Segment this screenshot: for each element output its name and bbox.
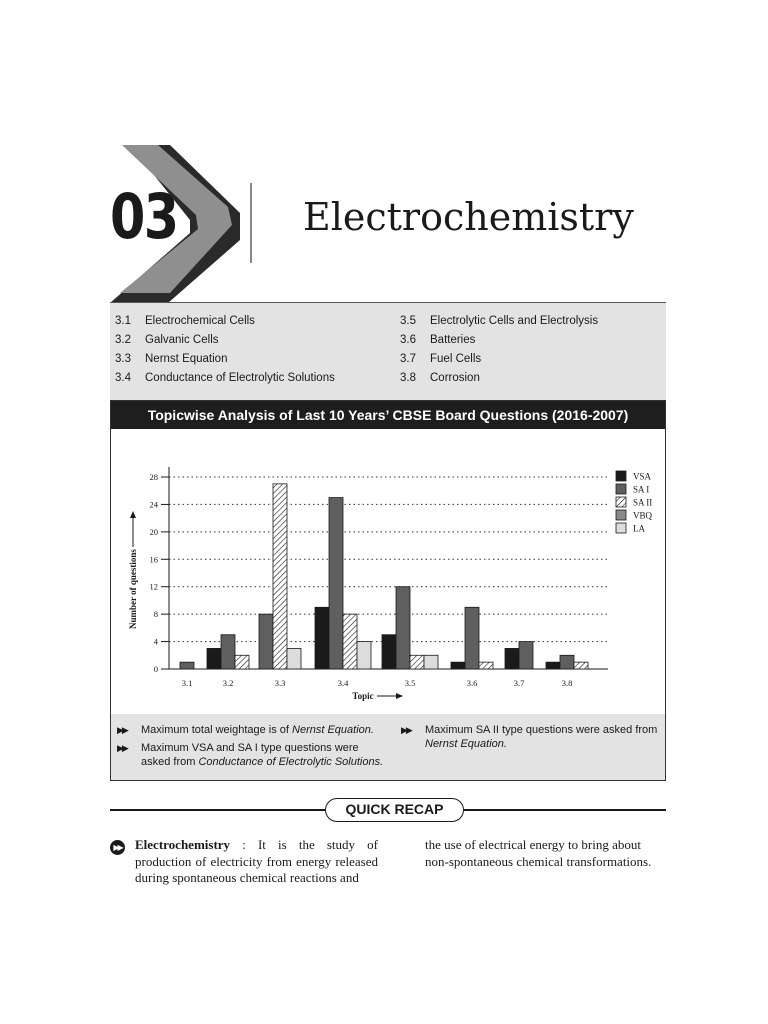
recap-paragraph-left: [135, 837, 378, 887]
topic-title: Batteries: [430, 334, 476, 346]
legend-swatch: [616, 471, 626, 481]
y-tick-label: 4: [153, 636, 158, 647]
chart-legend: [616, 471, 653, 534]
legend-label: LA: [633, 523, 645, 534]
chapter-title: Electrochemistry: [303, 195, 634, 239]
bar-vsa-3.8: [546, 662, 560, 669]
bar-sa-i-3.4: [329, 498, 343, 669]
x-tick-label: 3.2: [222, 678, 234, 688]
recap-rule-left: [110, 809, 325, 811]
recap-definition: : It is the study of production of electricity from energy released during spontaneous chemical reactions and: [135, 837, 378, 885]
topic-number: 3.3: [115, 353, 131, 365]
quick-recap-label: QUICK RECAP: [325, 798, 464, 822]
bar-sa-i-3.2: [221, 635, 235, 669]
bar-la-3.4: [357, 642, 371, 669]
bar-sa-i-3.7: [519, 642, 533, 669]
topic-title: Galvanic Cells: [145, 334, 219, 346]
legend-label: SA II: [633, 497, 653, 508]
topic-number: 3.8: [400, 372, 416, 384]
topic-number: 3.5: [400, 315, 416, 327]
bar-chart: [111, 429, 665, 714]
bar-vsa-3.5: [382, 635, 396, 669]
bar-sa-ii-3.2: [235, 655, 249, 669]
bar-la-3.5: [424, 655, 438, 669]
recap-rule-right: [464, 809, 666, 811]
chapter-number: 03: [110, 180, 178, 253]
x-tick-label: 3.1: [181, 678, 193, 688]
y-tick-label: 8: [153, 609, 158, 620]
bar-vsa-3.4: [315, 607, 329, 669]
double-arrow-icon: ▶▶: [401, 725, 411, 735]
y-tick-label: 0: [153, 664, 158, 674]
double-arrow-icon: ▶▶: [117, 743, 127, 753]
analysis-heading: Topicwise Analysis of Last 10 Years’ CBSE Board Questions (2016-2007): [111, 401, 665, 429]
topic-number: 3.7: [400, 353, 416, 365]
bar-sa-i-3.8: [560, 655, 574, 669]
recap-term: Electrochemistry: [135, 837, 231, 852]
note-text: Maximum total weightage is of: [141, 724, 293, 736]
x-axis-arrowhead: [396, 693, 403, 699]
chart-gridlines: [169, 477, 608, 642]
topic-number: 3.1: [115, 315, 131, 327]
topic-number: 3.6: [400, 334, 416, 346]
bar-sa-ii-3.4: [343, 614, 357, 669]
double-arrow-bullet-icon: ▶▶: [110, 840, 125, 855]
bar-sa-ii-3.3: [273, 484, 287, 669]
y-tick-label: 28: [149, 472, 158, 482]
bar-sa-i-3.3: [259, 614, 273, 669]
topic-title: Nernst Equation: [145, 353, 228, 365]
y-axis-label: Number of questions: [128, 549, 138, 629]
legend-label: SA I: [633, 484, 650, 495]
x-tick-label: 3.6: [466, 678, 478, 688]
note-emphasis: Nernst Equation.: [425, 738, 507, 750]
legend-swatch: [616, 523, 626, 533]
bar-sa-ii-3.6: [479, 662, 493, 669]
bar-sa-i-3.6: [465, 607, 479, 669]
legend-swatch: [616, 510, 626, 520]
legend-label: VBQ: [633, 510, 653, 521]
bar-la-3.3: [287, 648, 301, 669]
x-axis-label: Topic: [352, 691, 374, 701]
y-axis-arrowhead: [130, 511, 136, 518]
bar-sa-ii-3.5: [410, 655, 424, 669]
y-tick-label: 12: [149, 581, 158, 592]
x-tick-label: 3.5: [404, 678, 416, 688]
y-tick-label: 20: [149, 526, 158, 537]
title-divider: [250, 183, 252, 263]
topic-title: Corrosion: [430, 372, 480, 384]
note-emphasis: Nernst Equation.: [292, 724, 374, 736]
topic-title: Electrochemical Cells: [145, 315, 255, 327]
note-text: Maximum SA II type questions were asked from: [425, 724, 658, 736]
bar-vsa-3.6: [451, 662, 465, 669]
topic-number: 3.2: [115, 334, 131, 346]
note-emphasis: Conductance of Electrolytic Solutions.: [198, 756, 384, 768]
y-tick-label: 16: [149, 554, 158, 565]
note-text: Maximum VSA and SA I type questions were asked from: [141, 742, 359, 768]
topic-number: 3.4: [115, 372, 131, 384]
analysis-panel: [110, 400, 666, 781]
topic-title: Fuel Cells: [430, 353, 482, 365]
topic-title: Conductance of Electrolytic Solutions: [145, 372, 335, 384]
bar-sa-i-3.1: [180, 662, 194, 669]
topic-title: Electrolytic Cells and Electrolysis: [430, 315, 599, 327]
legend-label: VSA: [633, 471, 652, 482]
bar-sa-i-3.5: [396, 587, 410, 669]
recap-paragraph-right: the use of electrical energy to bring about non-spontaneous chemical transformations.: [425, 837, 652, 869]
bar-vsa-3.7: [505, 648, 519, 669]
double-arrow-icon: ▶▶: [117, 725, 127, 735]
x-tick-label: 3.8: [561, 678, 573, 688]
x-tick-label: 3.7: [513, 678, 525, 688]
bar-vsa-3.2: [207, 648, 221, 669]
legend-swatch: [616, 497, 626, 507]
x-tick-label: 3.4: [337, 678, 349, 688]
x-tick-label: 3.3: [274, 678, 286, 688]
legend-swatch: [616, 484, 626, 494]
bar-sa-ii-3.8: [574, 662, 588, 669]
y-tick-label: 24: [149, 499, 158, 510]
analysis-notes: [111, 714, 665, 780]
topic-list: [110, 302, 666, 401]
